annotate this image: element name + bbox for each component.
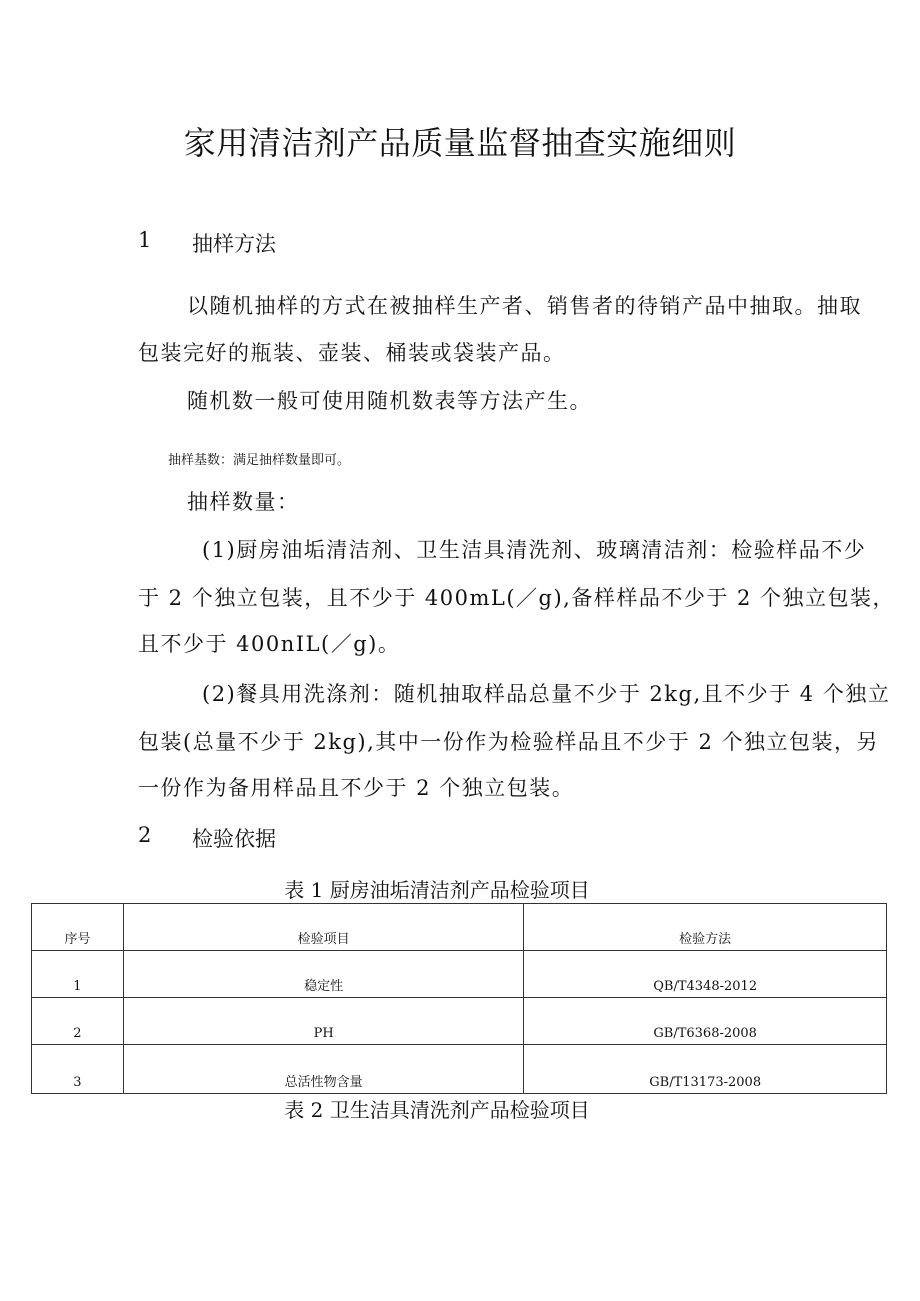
sampling-quantity-label: 抽样数量： xyxy=(187,490,300,514)
paragraph-line: 随机数一般可使用随机数表等方法产生。 xyxy=(187,389,592,413)
row-item: 总活性物含量 xyxy=(123,1045,523,1094)
row-item: PH xyxy=(123,998,523,1045)
paragraph-line: 且不少于 400nIL(／g)。 xyxy=(138,632,401,656)
row-method: GB/T13173-2008 xyxy=(524,1045,887,1094)
row-number: 3 xyxy=(32,1045,124,1094)
row-number: 1 xyxy=(32,951,124,998)
header-cell: 检验方法 xyxy=(524,904,887,951)
table-2-caption: 表 2 卫生洁具清洗剂产品检验项目 xyxy=(284,1098,590,1122)
paragraph-line: 以随机抽样的方式在被抽样生产者、销售者的待销产品中抽取。抽取 xyxy=(187,294,862,318)
table-row xyxy=(32,1045,887,1094)
section-1-title: 抽样方法 xyxy=(192,232,276,256)
sampling-base-note: 抽样基数：满足抽样数量即可。 xyxy=(168,453,351,468)
row-method: QB/T4348-2012 xyxy=(524,951,887,998)
section-2-title: 检验依据 xyxy=(192,827,276,851)
paragraph-line: (2)餐具用洗涤剂：随机抽取样品总量不少于 2kg,且不少于 4 个独立 xyxy=(202,682,891,706)
table-row xyxy=(32,998,887,1045)
page-title: 家用清洁剂产品质量监督抽查实施细则 xyxy=(183,124,737,162)
section-2-number: 2 xyxy=(138,823,152,847)
table-1-caption: 表 1 厨房油垢清洁剂产品检验项目 xyxy=(284,878,590,902)
header-cell: 序号 xyxy=(32,904,124,951)
header-cell: 检验项目 xyxy=(123,904,523,951)
paragraph-line: 包装(总量不少于 2kg),其中一份作为检验样品且不少于 2 个独立包装，另 xyxy=(138,730,879,754)
row-number: 2 xyxy=(32,998,124,1045)
section-1-number: 1 xyxy=(138,228,152,252)
table-row xyxy=(32,951,887,998)
inspection-items-table xyxy=(31,903,887,1094)
row-item: 稳定性 xyxy=(123,951,523,998)
paragraph-line: 包装完好的瓶装、壶装、桶装或袋装产品。 xyxy=(138,341,566,365)
table-header-row xyxy=(32,904,887,951)
paragraph-line: 一份作为备用样品且不少于 2 个独立包装。 xyxy=(138,776,575,800)
row-method: GB/T6368-2008 xyxy=(524,998,887,1045)
paragraph-line: 于 2 个独立包装，且不少于 400mL(／g),备样样品不少于 2 个独立包装， xyxy=(138,586,896,610)
paragraph-line: (1)厨房油垢清洁剂、卫生洁具清洗剂、玻璃清洁剂：检验样品不少 xyxy=(202,538,867,562)
